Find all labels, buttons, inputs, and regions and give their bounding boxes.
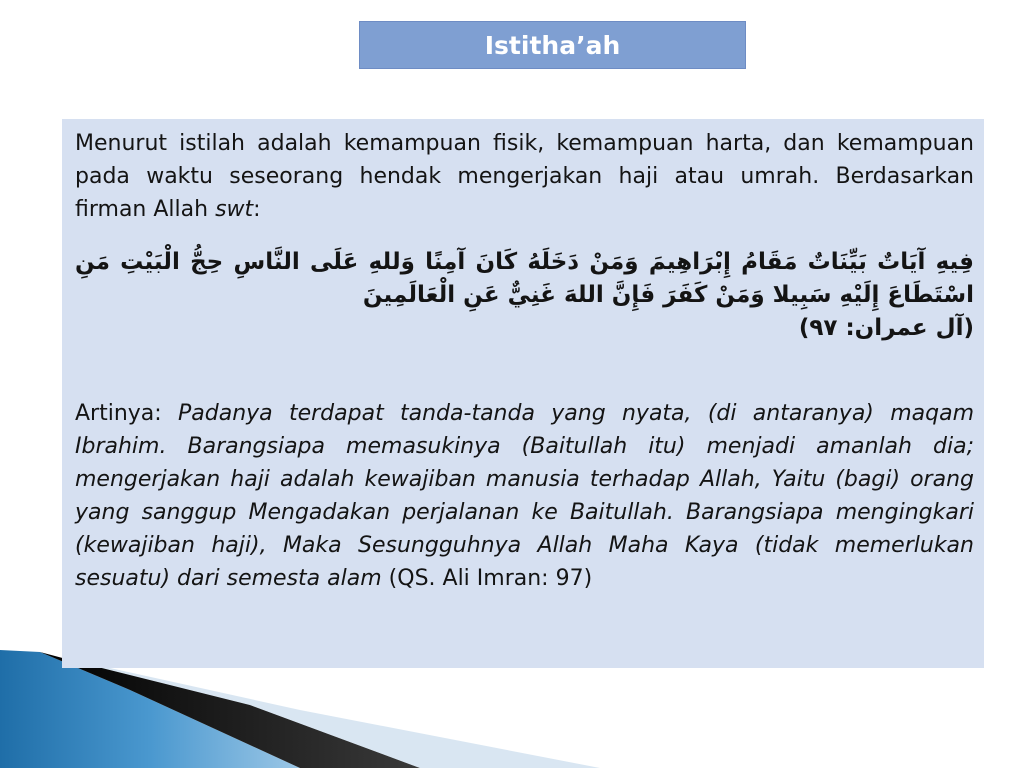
arabic-verse: فِيهِ آيَاتٌ بَيِّنَاتٌ مَقَامُ إِبْرَاهِيمَ وَمَنْ دَخَلَهُ كَانَ آمِنًا وَللهِ عَلَى النَّاسِ حِجُّ الْبَيْتِ مَنِ اسْتَطَاعَ إِلَيْهِ سَبِيلا وَمَنْ كَفَرَ فَإِنَّ اللهَ غَنِيٌّ عَنِ الْعَالَمِينَ bbox=[75, 249, 974, 308]
intro-paragraph bbox=[75, 127, 974, 226]
translation-paragraph bbox=[75, 397, 974, 595]
slide-title bbox=[359, 21, 746, 69]
translation-label: Artinya: bbox=[75, 401, 179, 426]
intro-text: Menurut istilah adalah kemampuan fisik, kemampuan harta, dan kemampuan pada waktu seseorang hendak mengerjakan haji atau umrah. Berdasarkan firman Allah bbox=[75, 131, 974, 222]
intro-italic: swt bbox=[215, 197, 254, 222]
translation-text: Padanya terdapat tanda-tanda yang nyata, (di antaranya) maqam Ibrahim. Barangsiapa memasukinya (Baitullah itu) menjadi amanlah dia; mengerjakan haji adalah kewajiban manusia terhadap Allah, Yaitu (bagi) orang yang sanggup Mengadakan perjalanan ke Baitullah. Barangsiapa mengingkari (kewajiban haji), Maka Sesungguhnya Allah Maha Kaya (tidak memerlukan sesuatu) dari semesta alam bbox=[75, 401, 974, 591]
slide-title-text: Istitha’ah bbox=[484, 30, 621, 60]
arabic-reference: (آل عمران: ٩٧) bbox=[798, 315, 974, 341]
intro-suffix: : bbox=[253, 197, 261, 222]
translation-citation: (QS. Ali Imran: 97) bbox=[381, 566, 593, 591]
content-panel bbox=[62, 119, 984, 668]
